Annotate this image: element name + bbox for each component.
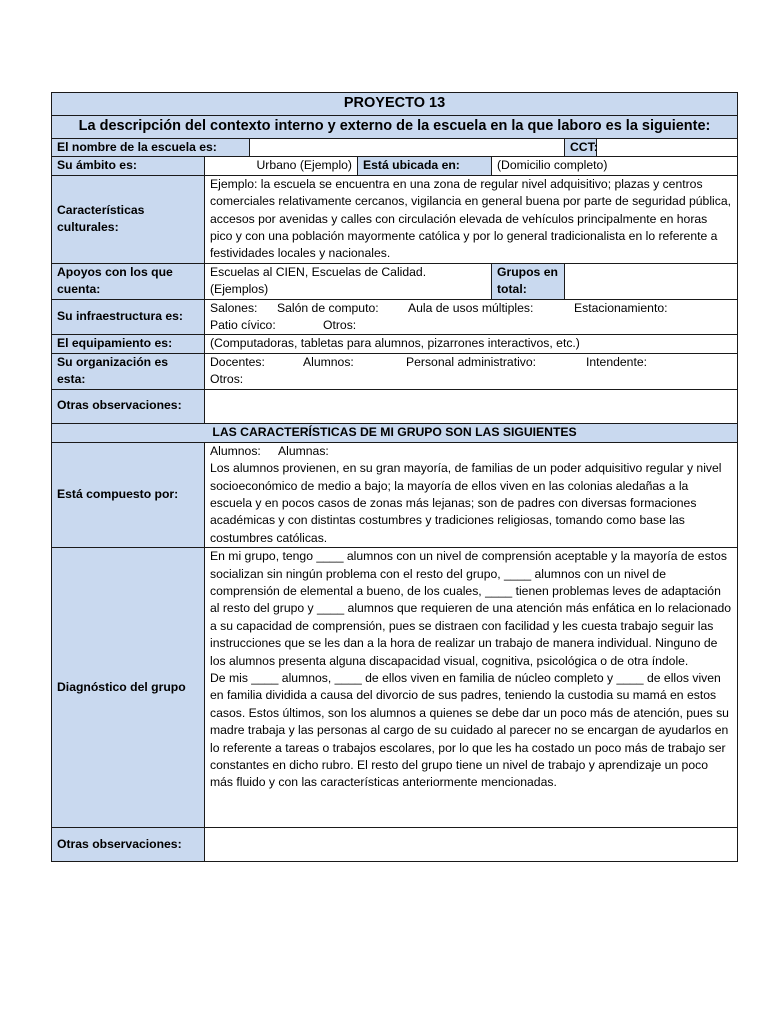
org-item-intendente: Intendente:: [586, 354, 647, 369]
diagnostico-label: Diagnóstico del grupo: [52, 548, 205, 828]
apoyos-field[interactable]: Escuelas al CIEN, Escuelas de Calidad. (Ejemplos): [205, 263, 492, 299]
compuesto-text: Los alumnos provienen, en su gran mayoría, de familias de un poder adquisitivo regular y nivel socioeconómico de medio a bajo; la mayoría de ellos viven en las colonias aledañas a la escuela y en pocos casos de zonas más lejanas; son de padres con diversas formaciones académicas y con distintas costumbres y tradiciones religiosas, tomando como base las costumbres católicas.: [210, 461, 722, 545]
apoyos-label: Apoyos con los que cuenta:: [52, 263, 205, 299]
infra-item-aula: Aula de usos múltiples:: [408, 300, 534, 315]
obs2-field[interactable]: [205, 828, 738, 862]
ambito-field[interactable]: Urbano (Ejemplo): [205, 157, 358, 175]
culturales-field[interactable]: Ejemplo: la escuela se encuentra en una zona de regular nivel adquisitivo; plazas y centros comerciales relativamente cercanos, vigilancia en general buena por parte de seguridad pública, accesos por avenidas y calles con circulación elevada de vehículos principalmente en horas pico y con una población mayormente católica y por lo general tradicionalista en lo referente a festividades locales y nacionales.: [205, 175, 738, 263]
org-item-docentes: Docentes:: [210, 354, 265, 369]
org-item-alumnos: Alumnos:: [303, 354, 354, 369]
page-subtitle: La descripción del contexto interno y externo de la escuela en la que laboro es la siguiente:: [52, 116, 738, 139]
org-item-otros: Otros:: [210, 372, 244, 387]
ubicada-field[interactable]: (Domicilio completo): [492, 157, 738, 175]
infra-item-patio: Patio cívico:: [210, 318, 276, 333]
compuesto-field[interactable]: [205, 442, 738, 547]
obs1-field[interactable]: [205, 389, 738, 423]
compuesto-alumnas-label: Alumnas:: [278, 443, 329, 458]
culturales-label: Características culturales:: [52, 175, 205, 263]
diagnostico-paragraph-2: De mis ____ alumnos, ____ de ellos viven en familia de núcleo completo y ____ de ellos viven en familia dividida a causa del divorcio de sus padres, teniendo la custodia su mamá en estos casos. Estos últimos, son los alumnos a quienes se debe dar un poco más de atención, pues su madre trabaja y las personas al cargo de su cuidado al parecer no se encargan de ayudarlos en lo referente a tareas o trabajos escolares, por lo que les ha costado un poco más de trabajo ser constantes en dicho rubro. El resto del grupo tiene un nivel de trabajo y aprendizaje un poco más fluido y con las características anteriormente mencionadas.: [210, 670, 729, 790]
ubicada-label: Está ubicada en:: [358, 157, 492, 175]
ambito-label: Su ámbito es:: [52, 157, 205, 175]
school-name-label: El nombre de la escuela es:: [52, 139, 250, 157]
page-title: PROYECTO 13: [52, 93, 738, 116]
infra-item-estacionamiento: Estacionamiento:: [574, 300, 668, 315]
cct-field[interactable]: [597, 139, 738, 157]
school-name-field[interactable]: [250, 139, 565, 157]
cct-label: CCT:: [565, 139, 597, 157]
infra-item-computo: Salón de computo:: [277, 300, 379, 315]
section-title-grupo: LAS CARACTERÍSTICAS DE MI GRUPO SON LAS SIGUIENTES: [52, 423, 738, 442]
org-label: Su organización es esta:: [52, 353, 205, 389]
diagnostico-paragraph-1: En mi grupo, tengo ____ alumnos con un nivel de comprensión aceptable y la mayoría de estos socializan sin ningún problema con el resto del grupo, ____ alumnos con un nivel de comprensión de elemental a bueno, de los cuales, ____ tienen problemas leves de adaptación al resto del grupo y ____ alumnos que requieren de una atención más enfática en lo relacionado a su capacidad de comprensión, pues se distraen con facilidad y les cuesta trabajo seguir las instrucciones que se les dan a la hora de realizar un trabajo de manera individual. Ninguno de los alumnos presenta alguna discapacidad visual, cognitiva, psicológica o de otra índole.: [210, 549, 732, 668]
diagnostico-field[interactable]: [205, 548, 738, 828]
obs1-label: Otras observaciones:: [52, 389, 205, 423]
infra-label: Su infraestructura es:: [52, 299, 205, 335]
equip-label: El equipamiento es:: [52, 335, 205, 353]
grupos-label: Grupos en total:: [492, 263, 565, 299]
equip-field[interactable]: (Computadoras, tabletas para alumnos, pizarrones interactivos, etc.): [205, 335, 738, 353]
grupos-field[interactable]: [565, 263, 738, 299]
compuesto-label: Está compuesto por:: [52, 442, 205, 547]
infra-item-salones: Salones:: [210, 300, 258, 315]
infra-item-otros: Otros:: [323, 318, 357, 333]
infra-field[interactable]: [205, 299, 738, 335]
org-item-personal: Personal administrativo:: [406, 354, 537, 369]
obs2-label: Otras observaciones:: [52, 828, 205, 862]
org-field[interactable]: [205, 353, 738, 389]
project-form-table: [51, 92, 738, 862]
compuesto-alumnos-label: Alumnos:: [210, 443, 261, 458]
